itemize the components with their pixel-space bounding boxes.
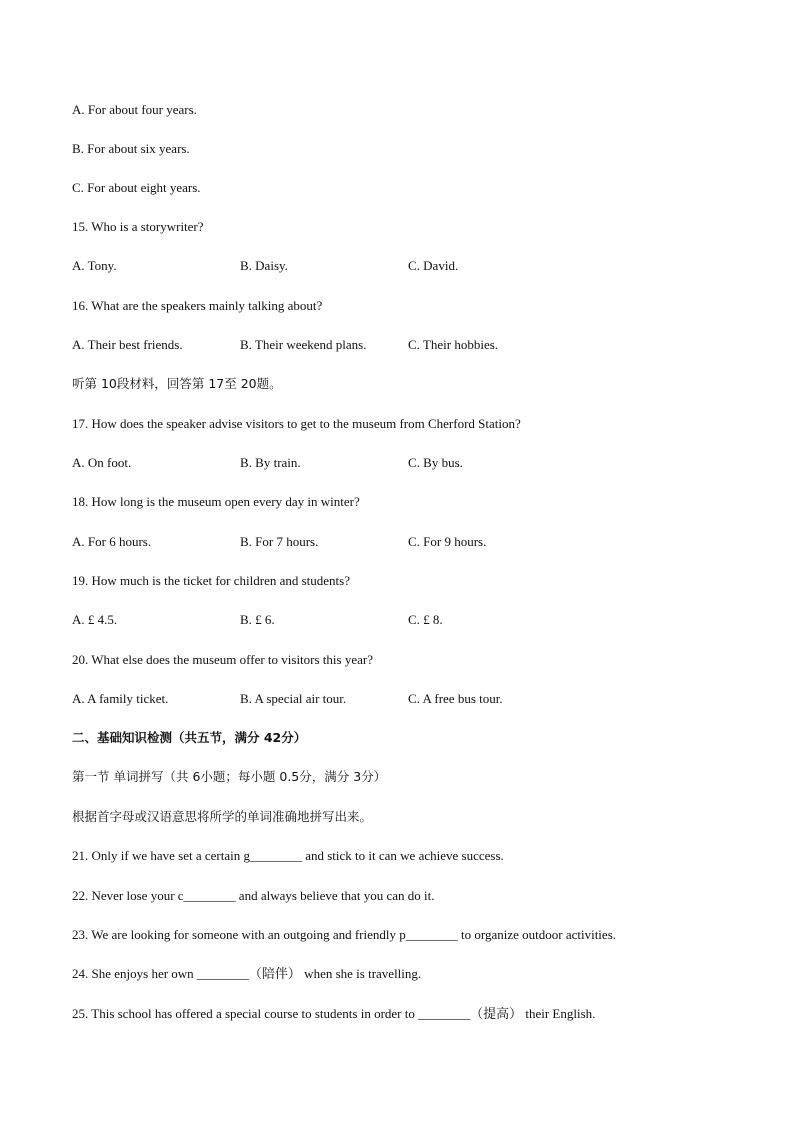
q18-options [72, 534, 712, 550]
q14-option-c: C. For about eight years. [72, 180, 201, 195]
q15-option-c: C. David. [408, 258, 459, 273]
q16-option-b: B. Their weekend plans. [240, 337, 367, 352]
fill-q22: 22. Never lose your c________ and always believe that you can do it. [72, 888, 435, 903]
q17-option-a: A. On foot. [72, 455, 132, 470]
q20-option-b: B. A special air tour. [240, 691, 347, 706]
part2-heading: 二、基础知识检测（共五节，满分 42分） [72, 730, 307, 745]
section1-heading: 第一节 单词拼写（共 6小题；每小题 0.5分，满分 3分） [72, 769, 387, 784]
q14-option-a: A. For about four years. [72, 102, 197, 117]
q19-option-b: B. £ 6. [240, 612, 275, 627]
q20-option-c: C. A free bus tour. [408, 691, 503, 706]
q20-option-a: A. A family ticket. [72, 691, 169, 706]
q19-question: 19. How much is the ticket for children and students? [72, 573, 350, 588]
q15-option-b: B. Daisy. [240, 258, 288, 273]
q18-option-b: B. For 7 hours. [240, 534, 319, 549]
fill-q25: 25. This school has offered a special course to students in order to ________（提高） their English. [72, 1006, 596, 1021]
q14-option-b: B. For about six years. [72, 141, 190, 156]
q20-options [72, 691, 712, 707]
q17-option-c: C. By bus. [408, 455, 463, 470]
q19-options [72, 612, 712, 628]
q16-question: 16. What are the speakers mainly talking about? [72, 298, 323, 313]
q17-question: 17. How does the speaker advise visitors to get to the museum from Cherford Station? [72, 416, 521, 431]
q19-option-a: A. £ 4.5. [72, 612, 118, 627]
section1-instruction: 根据首字母或汉语意思将所学的单词准确地拼写出来。 [72, 809, 373, 824]
q20-question: 20. What else does the museum offer to visitors this year? [72, 652, 373, 667]
q17-options [72, 455, 712, 471]
section-10-instruction: 听第 10段材料，回答第 17至 20题。 [72, 376, 282, 391]
q15-question: 15. Who is a storywriter? [72, 219, 204, 234]
q15-options [72, 258, 712, 274]
q18-option-a: A. For 6 hours. [72, 534, 152, 549]
fill-q21: 21. Only if we have set a certain g________ and stick to it can we achieve success. [72, 848, 504, 863]
q16-option-a: A. Their best friends. [72, 337, 183, 352]
q16-options [72, 337, 712, 353]
q19-option-c: C. £ 8. [408, 612, 443, 627]
q17-option-b: B. By train. [240, 455, 301, 470]
q16-option-c: C. Their hobbies. [408, 337, 499, 352]
q18-option-c: C. For 9 hours. [408, 534, 487, 549]
q18-question: 18. How long is the museum open every day in winter? [72, 494, 360, 509]
fill-q23: 23. We are looking for someone with an outgoing and friendly p________ to organize outdoor activities. [72, 927, 617, 942]
q15-option-a: A. Tony. [72, 258, 117, 273]
fill-q24: 24. She enjoys her own ________（陪伴） when she is travelling. [72, 966, 422, 981]
